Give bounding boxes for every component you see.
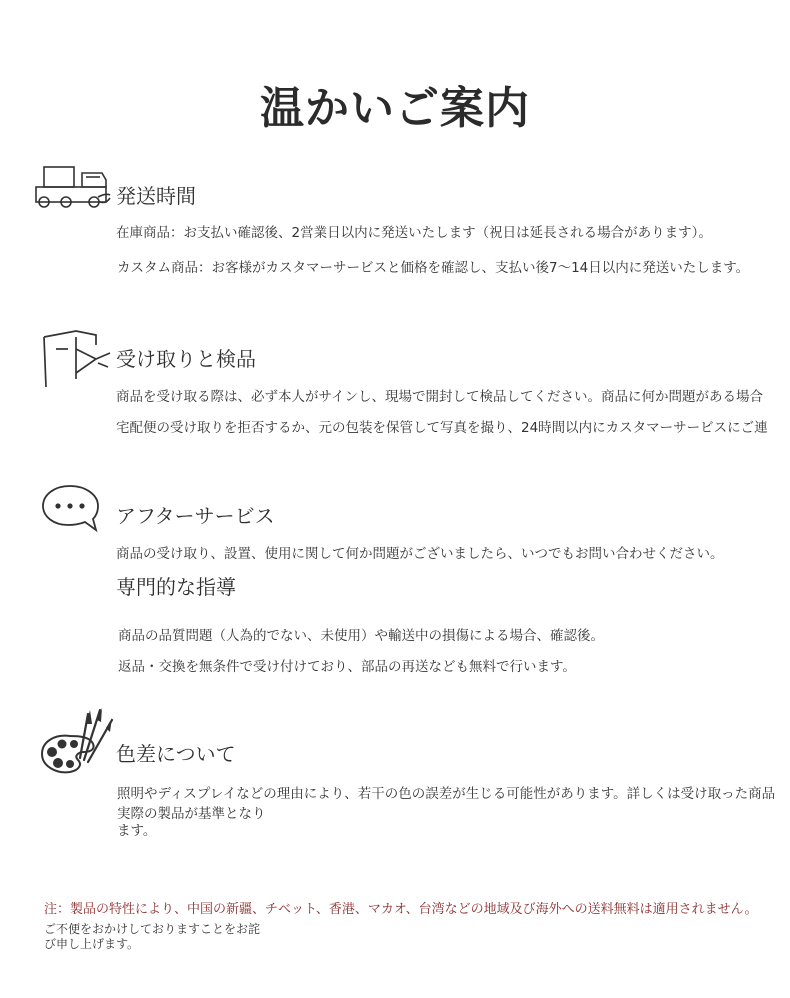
apology-note: ご不便をおかけしておりますことをお詫び申し上げます。 <box>44 922 261 951</box>
guidance-line-2: 返品・交換を無条件で受け付けており、部品の再送なども無料で行います。 <box>118 659 576 675</box>
receiving-line-1: 商品を受け取る際は、必ず本人がサインし、現場で開封して検品してください。商品に何か問題がある場合 <box>116 389 764 405</box>
shipping-line-2: カスタム商品：お客様がカスタマーサービスと価格を確認し、支払い後7〜14日以内に発送いたします。 <box>117 260 750 276</box>
section-heading-receiving: 受け取りと検品 <box>116 347 256 371</box>
section-heading-shipping: 発送時間 <box>116 184 196 208</box>
shipping-line-1: 在庫商品：お支払い確認後、2営業日以内に発送いたします（祝日は延長される場合があります）。 <box>116 225 712 241</box>
after-service-line-1: 商品の受け取り、設置、使用に関して何か問題がございましたら、いつでもお問い合わせください。 <box>116 546 724 562</box>
delivery-truck-icon <box>34 164 114 210</box>
section-heading-color: 色差について <box>116 742 236 766</box>
guidance-line-1: 商品の品質問題（人為的でない、未使用）や輸送中の損傷による場合、確認後。 <box>118 628 604 644</box>
shipping-exclusion-note: 注：製品の特性により、中国の新疆、チベット、香港、マカオ、台湾などの地域及び海外への送料無料は適用されません。 <box>44 902 758 917</box>
section-heading-after-service: アフターサービス <box>116 504 275 528</box>
chat-bubble-icon <box>40 482 102 534</box>
color-line-2: 実際の製品が基準となります。 <box>117 806 266 839</box>
color-line-1: 照明やディスプレイなどの理由により、若干の色の誤差が生じる可能性があります。詳しくは受け取った商品 <box>117 786 776 802</box>
paint-palette-icon <box>40 706 116 778</box>
receiving-line-2: 宅配便の受け取りを拒否するか、元の包装を保管して写真を撮り、24時間以内にカスタマーサービスにご連 <box>116 420 768 436</box>
page-title: 温かいご案内 <box>260 83 530 134</box>
open-box-icon <box>40 327 114 391</box>
subheading-guidance: 専門的な指導 <box>116 575 236 599</box>
